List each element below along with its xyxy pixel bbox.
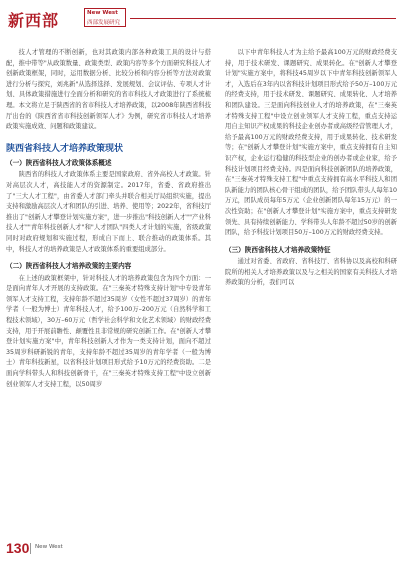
page-footer	[6, 540, 206, 560]
left-column	[6, 48, 211, 390]
magazine-logo: 新西部	[8, 11, 60, 30]
right-paragraph: 以下中青年科技人才为主给予最高100万元的财政经费支持，用于技术研发、课题研究、成果转化。在"创新人才攀登计划"实施方案中，将科技45周岁以下中青年科技创新领军人才，入选后在3年内以省科技计划项目形式给予50万–100万元的经费支持，用于技术研发、课题研究、成果转化、人才培养和团队建设。三是面向科技创业人才的培养政策，在"三秦英才特殊支持工程"中设立创业领军人才支持工程，重点支持运用自主知识产权成果的科技企业创办者或高级经营管理人才，给予最高100万元的财政经费支持，用于成果转化、技术研发等；在"创新人才攀登计划"实施方案中，重点支持拥有自主知识产权，企业运行稳健的科技型企业的创办者或企业家，给予科技计划项目经费支持。四是面向科技创新团队的培养政策，在"三秦英才特殊支持工程"中重点支持拥有高水平科技人和团队新能力的团队核心骨干组成的团队，给予团队带头人每年10万元，团队成员每年5万元（企业创新团队每年15万元）的一次性资助；在"创新人才攀登计划"实施方案中，重点支持研发领先、具有持续创新能力、学科带头人年龄不超过50岁的创新团队，给予科技计划项目50万–100万元的财政经费支持。	[225, 49, 398, 237]
header-divider	[130, 18, 396, 19]
subsection-1-title: （一）陕西省科技人才政策体系概述	[6, 158, 112, 167]
logo-badge	[84, 8, 126, 27]
section-title: 陕西省科技人才培养政策现状	[6, 143, 124, 154]
page-header	[6, 6, 396, 30]
subsection-2-title: （二）陕西省科技人才培养政策的主要内容	[6, 262, 132, 271]
subsection-1-paragraph: 陕西省的科技人才政策体系主要是国家政府、省外高校人才政策。针对高层次人才，高技能人才的资源制定。2017年，省委、省政府推出了"三大人才工程"，由省委人才部门牵头并联合相关厅局组织实施，提出支持和激励高层次人才和团队的引进、培养、使用等；2022年，省科技厅推出了"创新人才攀登计划实施方案"，进一步推出"科技创新人才""产业科技人才""青年科技创新人才"和"人才团队"四类人才计划的实施，省级政策同时对政府规划和实施过程，形成自下而上、联合推动的政策体系。其中，科技人才的培养政策是人才政策体系的重要组成部分。	[6, 171, 211, 253]
subsection-2-paragraph: 在上述的政策框架中，针对科技人才的培养政策包含为四个方面：一是面向青年人才开展的支持政策。在"三秦英才特殊支持计划"中专设青年领军人才支持工程，支持年龄不超过35周岁（女性不超过37周岁）的青年学者（一般为博士）青年科技人才，给予100万–200万元（自然科学和工程技术领域），30万–60万元（哲学社会科学和文化艺术领域）的财政经费支持，用于开展前瞻性、颠覆性且非常规的研究创新工作。在"创新人才攀登计划实施方案"中，青年科技创新人才作为一类支持计划，面向不超过35周岁科研新锐的青年，支持年龄不超过35周岁的青年学者（一般为博士）青年科技新星，以省科技计划项目形式给予10万元的经费资助。二是面向学科带头人和科技创新骨干，在"三秦英才特殊支持工程"中设立创新创业领军人才支持工程，以50周岁	[6, 274, 211, 388]
page-number: 130	[6, 540, 30, 556]
right-column	[225, 48, 397, 289]
footer-brand: New West	[35, 544, 63, 550]
subsection-3-paragraph: 通过对省委、省政府、省科技厅、省科协以及高校和科研院所的相关人才培养政策以及与之相关的国家有关科技人才培养政策的分析，我们可以	[225, 258, 397, 287]
subsection-3-title: （三）陕西省科技人才培养政策特征	[225, 245, 331, 254]
footer-separator	[30, 543, 31, 554]
logo-english-text: New West	[87, 10, 118, 16]
logo-subtitle: 西部发展研究	[87, 20, 121, 26]
intro-paragraph: 技人才管理的不断创新，也对其政策内部各种政策工具的设计与搭配，推中带等"从政策数量、政策类型、政策内容等多个方面研究科技人才创新政策框架，同时，运用数据分析、比较分析和内容分析等方法对政策进行分析与探究，刘兆新"从选择选择、发展规划、会议评估、专项人才计划、具体政策措施进行全面分析和研究的省市科技人才政策进行了系统梳理。本文将立足于陕西省的省市科技人才培养政策，以2008年陕西省科技厅出台的《陕西省省市科技创新领军人才》为例，研究省市科技人才培养政策实施成效、问题和政策建议。	[6, 49, 211, 131]
